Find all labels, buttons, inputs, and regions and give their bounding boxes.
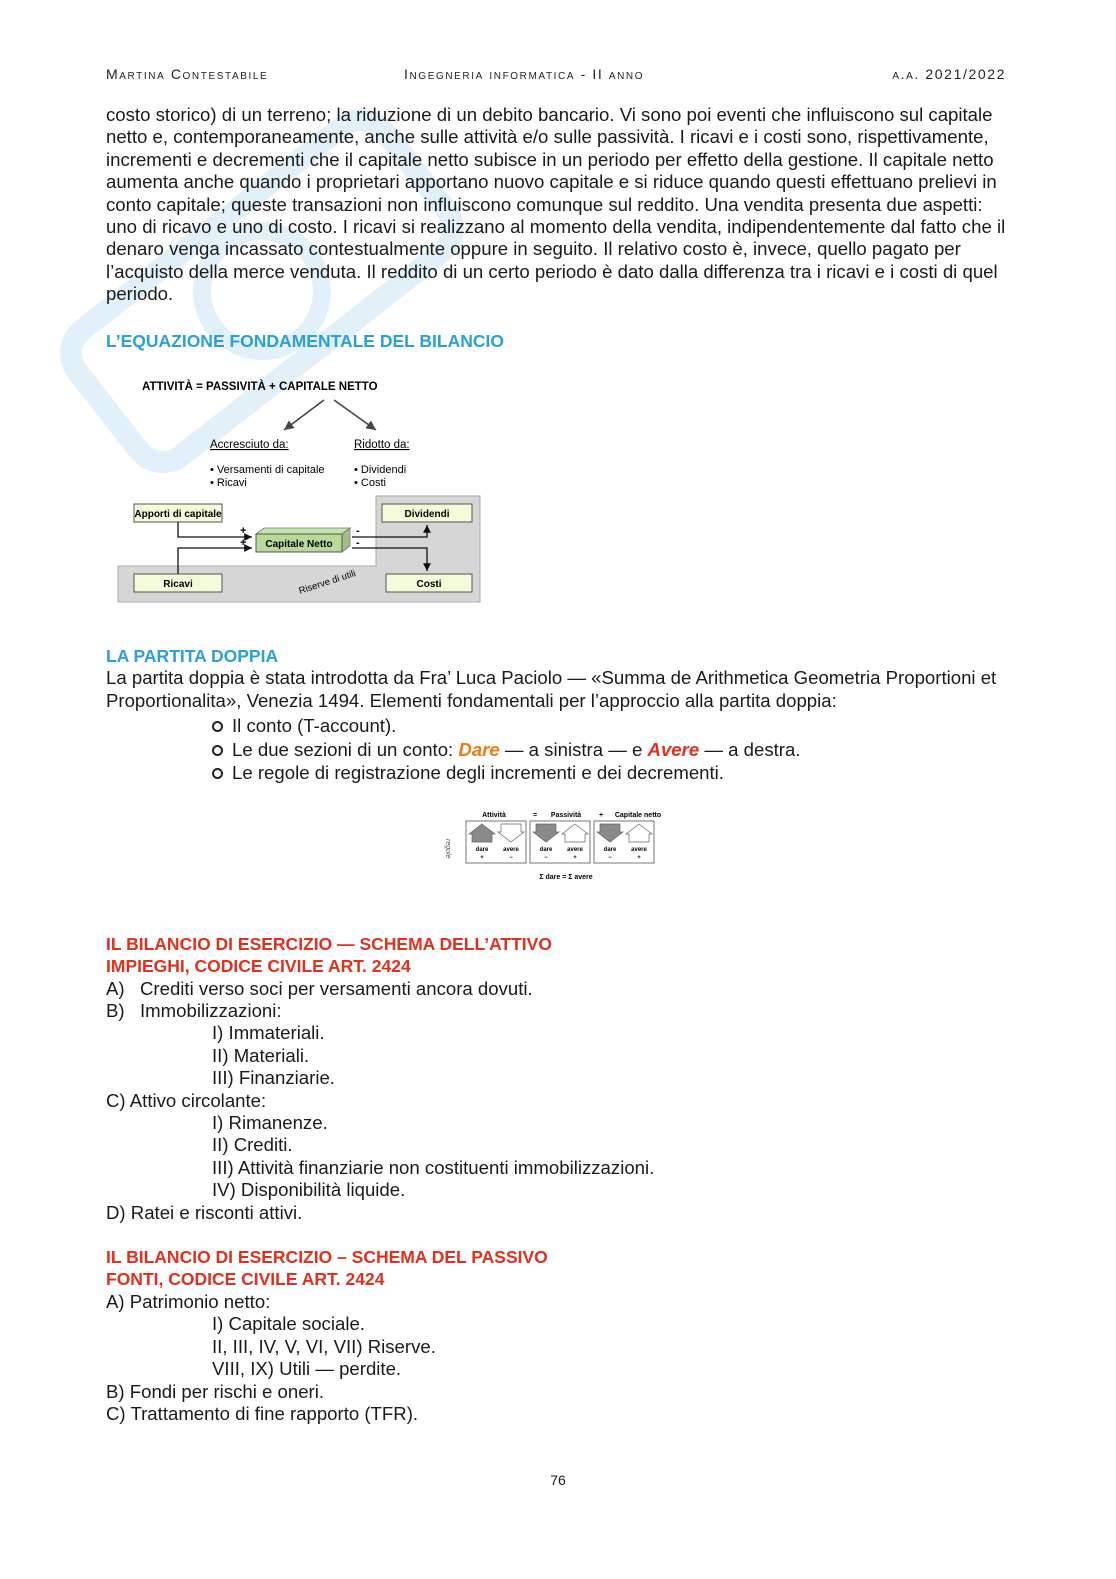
page-number: 76 bbox=[550, 1472, 566, 1488]
page-content bbox=[106, 104, 1006, 1425]
header-year: a.a. 2021/2022 bbox=[892, 66, 1006, 82]
rules-sign: − bbox=[544, 854, 548, 861]
passivo-b: B) Fondi per rischi e oneri. bbox=[106, 1380, 325, 1402]
attivo-title-2: IMPIEGHI, CODICE CIVILE ART. 2424 bbox=[106, 956, 411, 977]
avere-label: Avere bbox=[647, 738, 700, 760]
avere-label: avere bbox=[503, 846, 519, 853]
reserves-label: Riserve di utili bbox=[297, 568, 358, 597]
box-capitale-netto: Capitale Netto bbox=[265, 539, 333, 551]
plus-sign-2: + bbox=[240, 537, 247, 550]
increased-title: Accresciuto da: bbox=[210, 439, 289, 452]
page-header bbox=[106, 66, 1006, 86]
box-apporti: Apporti di capitale bbox=[134, 509, 222, 521]
rules-sign: − bbox=[509, 854, 513, 861]
minus-sign-1: - bbox=[356, 525, 360, 538]
dare-label: dare bbox=[603, 846, 617, 853]
increased-item-1: • Versamenti di capitale bbox=[210, 464, 325, 477]
intro-paragraph: costo storico) di un terreno; la riduzione di un debito bancario. Vi sono poi eventi che influiscono sul capitale netto e, contemporaneamente, anche sulle attività e/o sulle passività. I ricavi e i costi sono, rispettivamente, incrementi e decrementi che il capitale netto subisce in un periodo per effetto della gestione. Il capitale netto aumenta anche quando i proprietari apportano nuovo capitale e si riduce quando questi effettuano prelievi in conto capitale; queste transazioni non influiscono comunque sul reddito. Una vendita presenta due aspetti: uno di ricavo e uno di costo. I ricavi si realizzano al momento della vendita, indipendentemente dal fatto che il denaro venga incassato contestualmente oppure in seguito. Il relativo costo è, invece, quello pagato per l’acquisto della merce venduta. Il reddito di un certo periodo è dato dalla differenza tra i ricavi e i costi di quel periodo. bbox=[106, 104, 1006, 305]
passivo-title-2: FONTI, CODICE CIVILE ART. 2424 bbox=[106, 1269, 385, 1290]
equation-title: L’EQUAZIONE FONDAMENTALE DEL BILANCIO bbox=[106, 330, 504, 351]
rules-footer: Σ dare = Σ avere bbox=[539, 873, 593, 881]
attivo-d: D) Ratei e risconti attivi. bbox=[106, 1201, 303, 1223]
list-item: III) Attività finanziarie non costituenti immobilizzazioni. bbox=[212, 1156, 655, 1178]
plus-sign-1: + bbox=[240, 525, 247, 538]
list-item: II) Materiali. bbox=[212, 1044, 310, 1066]
attivo-c: C) Attivo circolante: bbox=[106, 1089, 267, 1111]
minus-sign-2: - bbox=[356, 537, 360, 550]
bullet-item: Le regole di registrazione degli incrementi e dei decrementi. bbox=[212, 761, 1006, 785]
bullet-item: Le due sezioni di un conto: Dare — a sinistra — e Avere — a destra. bbox=[212, 738, 1006, 762]
dare-label: dare bbox=[475, 846, 489, 853]
passivo-c: C) Trattamento di fine rapporto (TFR). bbox=[106, 1402, 419, 1424]
list-item: II) Crediti. bbox=[212, 1134, 293, 1156]
list-item: VIII, IX) Utili — perdite. bbox=[212, 1358, 402, 1380]
avere-label: avere bbox=[631, 846, 647, 853]
avere-label: avere bbox=[567, 846, 583, 853]
equation-text: ATTIVITÀ = PASSIVITÀ + CAPITALE NETTO bbox=[142, 381, 378, 394]
dare-label: dare bbox=[539, 846, 553, 853]
rules-sign: + bbox=[573, 854, 577, 861]
list-item: I) Immateriali. bbox=[212, 1022, 325, 1044]
equation-diagram bbox=[114, 370, 494, 615]
attivo-a: A) Crediti verso soci per versamenti ancora dovuti. bbox=[106, 977, 533, 999]
rules-sign: − bbox=[608, 854, 612, 861]
list-item: IV) Disponibilità liquide. bbox=[212, 1179, 406, 1201]
list-item: III) Finanziarie. bbox=[212, 1067, 335, 1089]
eq-sign: = bbox=[533, 811, 538, 819]
col-passivita: Passività bbox=[550, 811, 582, 819]
col-attivita: Attività bbox=[482, 811, 506, 819]
partita-paragraph: La partita doppia è stata introdotta da Fra’ Luca Paciolo — «Summa de Arithmetica Geometria Proportioni et Proportionalita», Venezia 1494. Elementi fondamentali per l’approccio alla partita doppia: bbox=[106, 667, 997, 711]
box-dividendi: Dividendi bbox=[404, 509, 450, 521]
reduced-item-1: • Dividendi bbox=[354, 464, 407, 477]
col-capitale: Capitale netto bbox=[614, 811, 662, 819]
box-costi: Costi bbox=[416, 579, 442, 591]
reduced-title: Ridotto da: bbox=[354, 439, 410, 452]
dare-label: Dare bbox=[458, 738, 500, 760]
partita-bullets bbox=[212, 714, 1006, 785]
increased-item-2: • Ricavi bbox=[210, 477, 247, 490]
rules-diagram bbox=[436, 809, 676, 889]
reduced-item-2: • Costi bbox=[354, 477, 386, 490]
passivo-title-1: IL BILANCIO DI ESERCIZIO – SCHEMA DEL PASSIVO bbox=[106, 1247, 548, 1268]
attivo-title-1: IL BILANCIO DI ESERCIZIO — SCHEMA DELL’ATTIVO bbox=[106, 933, 552, 954]
plus-sign: + bbox=[599, 811, 604, 819]
bullet-item: Il conto (T-account). bbox=[212, 714, 1006, 738]
header-author: Martina Contestabile bbox=[106, 66, 269, 82]
list-item: I) Rimanenze. bbox=[212, 1112, 328, 1134]
list-item: I) Capitale sociale. bbox=[212, 1313, 365, 1335]
partita-title: LA PARTITA DOPPIA bbox=[106, 646, 279, 667]
rules-sign: + bbox=[480, 854, 484, 861]
box-ricavi: Ricavi bbox=[163, 579, 193, 591]
list-item: II, III, IV, V, VI, VII) Riserve. bbox=[212, 1335, 436, 1357]
header-course: Ingegneria informatica - II anno bbox=[404, 66, 645, 82]
passivo-a: A) Patrimonio netto: bbox=[106, 1290, 271, 1312]
rules-side-label: regole bbox=[444, 838, 451, 859]
rules-sign: + bbox=[637, 854, 641, 861]
attivo-b: B) Immobilizzazioni: bbox=[106, 1000, 282, 1021]
